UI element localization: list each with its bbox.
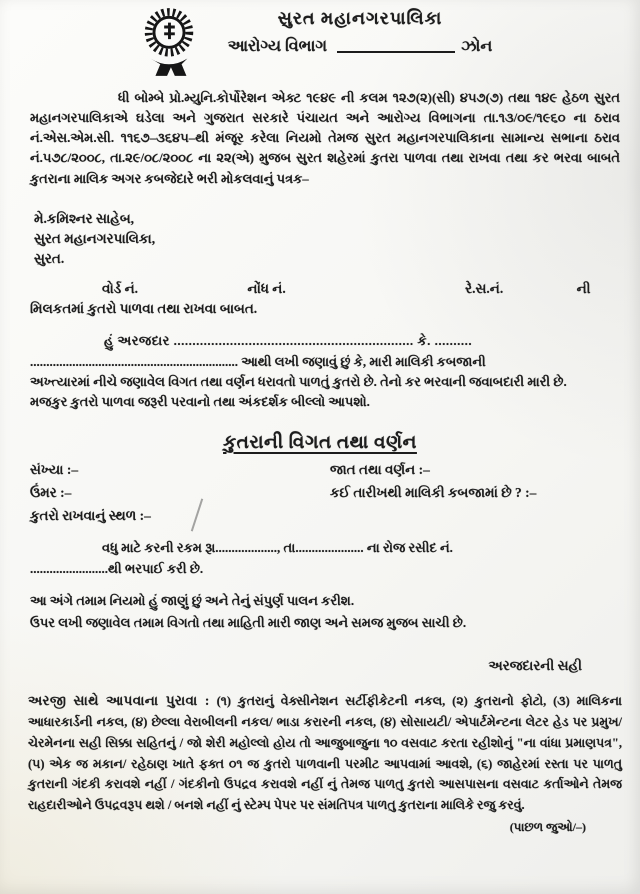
- applicant-line: ................................................................ આથી લખી જણાવું છું કે, મારી માલિકી કબજાની: [30, 353, 486, 369]
- see-overleaf-note: (પાછળ જુઓ/–): [509, 819, 586, 834]
- applicant-signature-label: અરજદારની સહી: [488, 657, 582, 673]
- address-line: સુરત મહાનગરપાલિકા,: [34, 230, 156, 246]
- fee-line: વધુ માટે કરની રકમ રૂા..................., તા..................... ના રોજ રસીદ નં.: [102, 540, 453, 556]
- form-header: [0, 0, 640, 86]
- evidence-paragraph: [28, 690, 622, 816]
- applicant-declaration: [30, 331, 620, 412]
- intro-paragraph: ધી બોમ્બે પ્રો.મ્યુનિ.કોર્પોરેશન એક્ટ ૧૯૪૯ ની કલમ ૧૨૭(૨)(સી) ૪૫૭(૭) તથા ૧૪૯ હેઠળ સુરત મહાનગરપાલિકાએ ઘડેલા અને ગુજરાત સરકારે પંચાયત અને આરોગ્ય વિભાગના તા.૧૩/૦૯/૧૯૬૦ ના ઠરાવ નં.એસ.એમ.સી. ૧૧૬૭–૩૬૪૫–થી મંજૂર કરેલા નિયમો તેમજ સુરત મહાનગરપાલિકાના સામાન્ય સભાના ઠરાવ નં.૫૭૮/૨૦૦૮, તા.૨૯/૦૮/૨૦૦૮ ના ૨૨(એ) મુજબ સુરત શહેરમાં કુતરા પાળવા તથા રાખવા તથા કર ભરવા બાબતે કુતરાના માલિક અગર કબજેદારે ભરી મોકલવાનું પત્રક–: [30, 90, 620, 186]
- fee-payment-lines: [30, 538, 620, 580]
- nondh-no-label: નોંધ નં.: [247, 281, 286, 297]
- applicant-line: અખ્ત્યારમાં નીચે જણાવેલ વિગત તથા વર્ણન ધરાવતો પાળતું કુતરો છે. તેનો કર ભરવાની જવાબદારી મારી છે.: [30, 373, 567, 389]
- header-titles: [200, 8, 520, 56]
- ni-label: ની: [576, 281, 591, 297]
- field-ownership-date-label: કઈ તારીખથી માલિકી કબજામાં છે ? :–: [330, 485, 537, 501]
- dog-details-fields: [30, 462, 620, 524]
- evidence-body: (૧) કુતરાનું વેક્સીનેશન સર્ટીફીકેટની નકલ, (૨) કુતરાનો ફોટો, (૩) માલિકના આધારકાર્ડની નકલ, (૪) છેલ્લા વેરાબીલની નકલ/ ભાડા કરારની નકલ, (૪) સોસાયટી/ એપાર્ટમેન્ટના લેટર હેડ પર પ્રમુખ/ ચેરમેનના સહી સિક્કા સહિતનું / જો શેરી મહોલ્લો હોય તો આજુબાજુના ૧૦ વસવાટ કરતા રહીશોનું "ના વાંધા પ્રમાણપત્ર", (૫) એક જ મકાન/ રહેઠાણ ખાતે ફક્ત ૦૧ જ કુતરો પાળવાની પરમીટ આપવામાં આવશે, (૬) જાહેરમાં રસ્તા પર પાળતુ કુતરાની ગંદકી કરાવશે નહીં / ગંદકીનો ઉપદ્રવ કરાવશે નહીં નું તેમજ પાળતુ કુતરો આસપાસના વસવાટ કર્તાઓને તેમજ રાહદારીઓને ઉપદ્રવરૂપ થશે / બનશે નહીં નું સ્ટેમ્પ પેપર પર સંમતિપત્ર પાળતુ કુતરાના માલિકે રજુ કરવું.: [28, 693, 622, 813]
- dept-label: આરોગ્ય વિભાગ: [227, 38, 328, 55]
- field-count-label: સંખ્યા :–: [30, 462, 79, 478]
- fee-line: ........................થી ભરપાઈ કરી છે.: [30, 560, 204, 576]
- municipal-seal-icon: [138, 5, 200, 79]
- applicant-name-line: હું અરજદાર ................................................................ કે. ..........: [104, 333, 473, 349]
- section-heading-dog-details: કુતરાની વિગત તથા વર્ણન: [223, 433, 417, 454]
- field-row: [30, 462, 620, 478]
- page-title: સુરત મહાનગરપાલિકા: [277, 8, 443, 28]
- declaration-line: આ અંગે તમામ નિયમો હું જાણું છું અને તેનું સંપુર્ણ પાલન કરીશ.: [30, 592, 355, 608]
- zone-blank-field: [337, 39, 455, 53]
- field-row: [30, 485, 620, 501]
- ward-no-label: વોર્ડ નં.: [102, 281, 139, 297]
- zone-label: ઝોન: [461, 38, 493, 55]
- subject-line: મિલકતમાં કુતરો પાળવા તથા રાખવા બાબત.: [30, 301, 258, 317]
- field-row: [30, 508, 620, 524]
- address-line: મે.કમિશ્નર સાહેબ,: [34, 210, 135, 226]
- evidence-lead-label: અરજી સાથે આપવાના પુરાવા :: [28, 692, 210, 708]
- field-place-label: કુતરો રાખવાનું સ્થળ :–: [30, 508, 151, 524]
- declaration-lines: [30, 590, 620, 634]
- property-ref-line: [30, 281, 620, 297]
- field-age-label: ઉંમર :–: [30, 485, 72, 501]
- address-block: [34, 209, 640, 270]
- field-breed-label: જાત તથા વર્ણન :–: [330, 462, 430, 478]
- applicant-line: મજકુર કુતરો પાળવા જરૂરી પરવાનો તથા અંકદર્શક બીલ્લો આપશો.: [30, 393, 370, 409]
- dept-zone-line: [200, 38, 520, 56]
- survey-no-label: રે.સ.નં.: [465, 281, 504, 297]
- address-line: સુરત.: [34, 251, 65, 267]
- declaration-line: ઉપર લખી જણાવેલ તમામ વિગતો તથા માહિતી મારી જાણ અને સમજ મુજબ સાચી છે.: [30, 614, 467, 630]
